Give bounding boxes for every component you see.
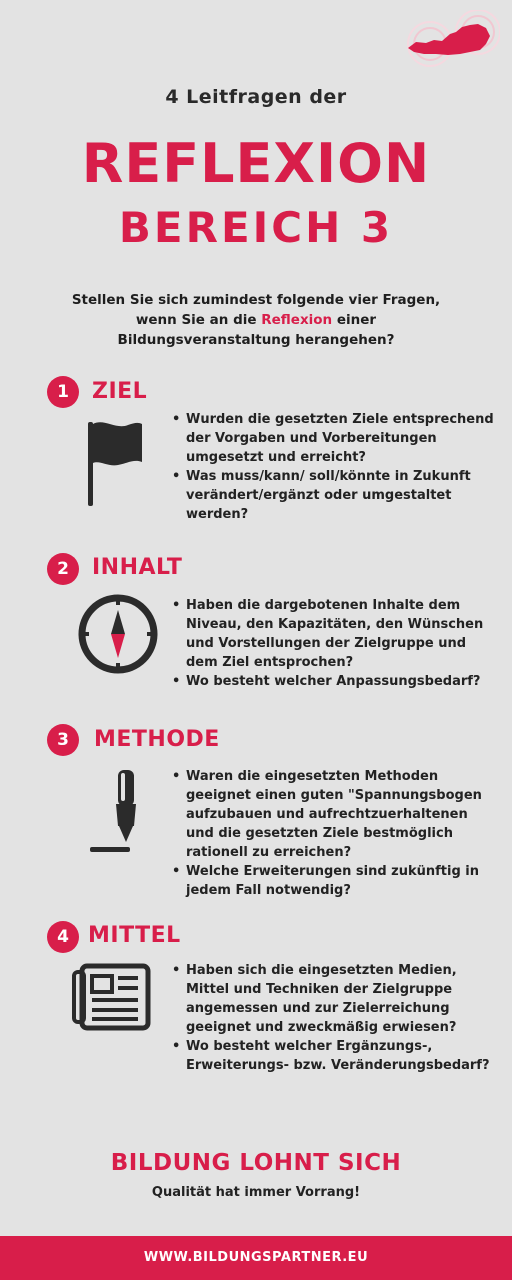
section-number: 2: [47, 553, 79, 585]
page-title: REFLEXION: [81, 132, 431, 195]
question-item: • Welche Erweiterungen sind zukünftig in jedem Fall notwendig?: [172, 862, 494, 900]
compass-icon: [72, 588, 164, 680]
intro-highlight: Reflexion: [261, 312, 333, 328]
question-item: • Haben sich die eingesetzten Medien, Mittel und Techniken der Zielgruppe angemessen und zur Zielerreichung geeignet und zweckmäßig erwiesen?: [172, 961, 494, 1037]
section-title: ZIEL: [92, 379, 148, 404]
pen-icon: [72, 764, 164, 856]
section-number: 3: [47, 724, 79, 756]
question-list: [172, 767, 494, 900]
question-list: [172, 410, 494, 524]
intro-after: einer Bildungsveranstaltung herangehen?: [117, 312, 395, 348]
intro-text: [50, 290, 462, 350]
question-list: [172, 596, 494, 691]
footer-bar: [0, 1236, 512, 1280]
page-title-line2: BEREICH 3: [118, 203, 394, 252]
newspaper-icon: [72, 958, 164, 1050]
question-item: • Was muss/kann/ soll/könnte in Zukunft verändert/ergänzt oder umgestaltet werden?: [172, 467, 494, 524]
intro-before: Stellen Sie sich zumindest folgende vier Fragen, wenn Sie an die: [71, 292, 441, 328]
section-title: INHALT: [92, 555, 183, 580]
tagline: Qualität hat immer Vorrang!: [151, 1185, 361, 1200]
question-item: • Waren die eingesetzten Methoden geeignet einen guten "Spannungsbogen aufzubauen und aufrechtzuerhaltenen und die gesetzten Ziele bestmöglich rationell zu erreichen?: [172, 767, 494, 862]
austria-map-logo-icon: [400, 10, 500, 70]
question-item: • Wo besteht welcher Anpassungsbedarf?: [172, 672, 494, 691]
section-title: METHODE: [94, 727, 220, 752]
question-item: • Haben die dargebotenen Inhalte dem Niveau, den Kapazitäten, den Wünschen und Vorstellungen der Zielgruppe und dem Ziel entsprochen?: [172, 596, 494, 672]
section-number: 4: [47, 921, 79, 953]
section-title: MITTEL: [88, 923, 181, 948]
section-number: 1: [47, 376, 79, 408]
question-list: [172, 961, 494, 1075]
header-subtitle: 4 Leitfragen der: [165, 86, 347, 108]
footer-link[interactable]: WWW.BILDUNGSPARTNER.EU: [143, 1250, 369, 1265]
claim-heading: BILDUNG LOHNT SICH: [110, 1150, 402, 1176]
flag-icon: [72, 414, 164, 506]
question-item: • Wurden die gesetzten Ziele entsprechend der Vorgaben und Vorbereitungen umgesetzt und erreicht?: [172, 410, 494, 467]
question-item: • Wo besteht welcher Ergänzungs-, Erweiterungs- bzw. Veränderungsbedarf?: [172, 1037, 494, 1075]
